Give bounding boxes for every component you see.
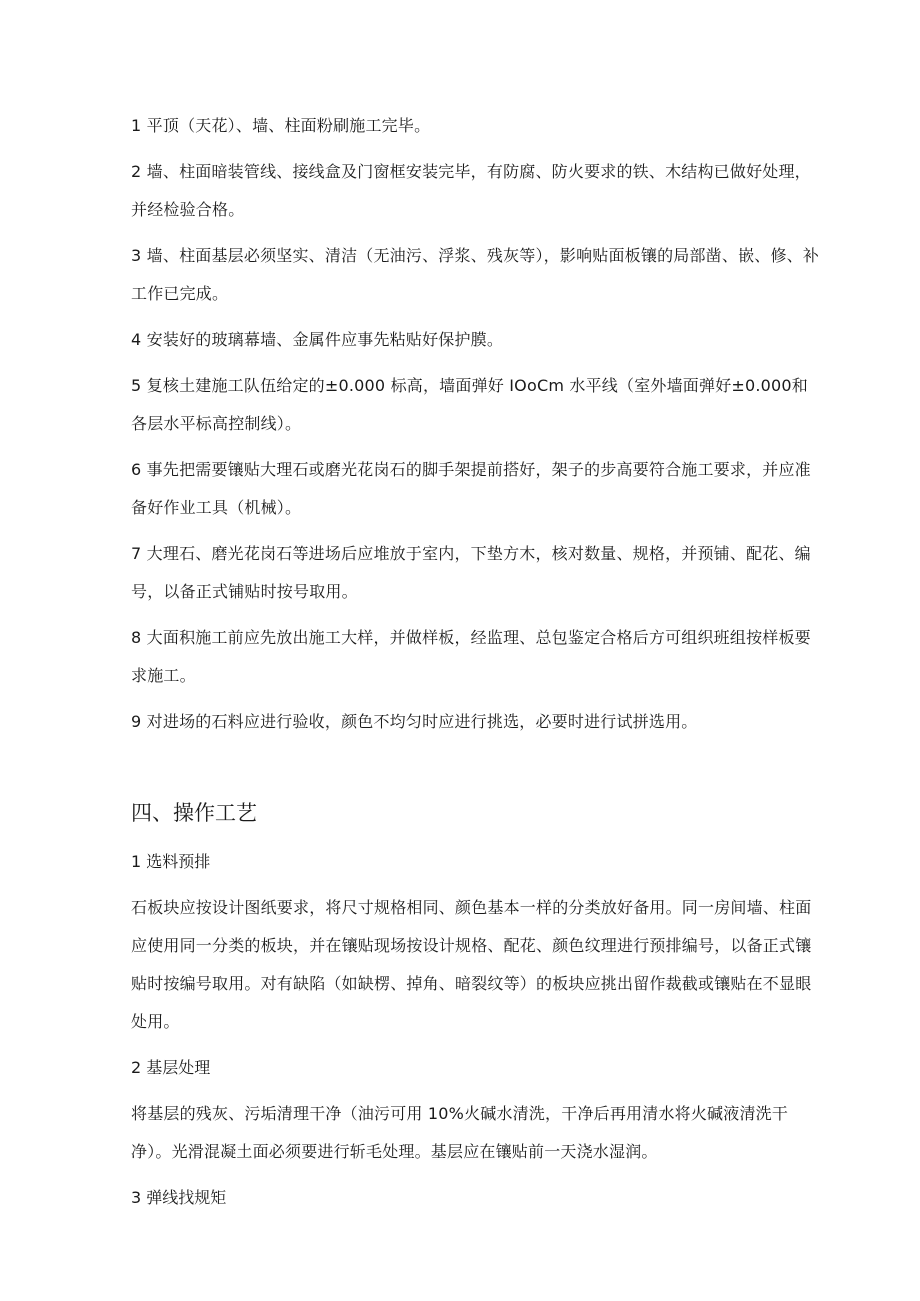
step-body-1: 石板块应按设计图纸要求，将尺寸规格相同、颜色基本一样的分类放好备用。同一房间墙、柱面应使用同一分类的板块，并在镶贴现场按设计规格、配花、颜色纹理进行预排编号，以备正式镶贴时按编号取用。对有缺陷（如缺楞、掉角、暗裂纹等）的板块应挑出留作裁截或镶贴在不显眼处用。: [131, 898, 812, 1031]
prerequisite-item-7: 7 大理石、磨光花岗石等进场后应堆放于室内，下垫方木，核对数量、规格，并预铺、配花、编号，以备正式铺贴时按号取用。: [131, 544, 811, 601]
prerequisite-item-5: 5 复核土建施工队伍给定的±0.000 标高，墙面弹好 IOoCm 水平线（室外墙面弹好±0.000和各层水平标高控制线）。: [131, 376, 809, 433]
prerequisite-item-8: 8 大面积施工前应先放出施工大样，并做样板，经监理、总包鉴定合格后方可组织班组按样板要求施工。: [131, 628, 811, 685]
prerequisite-item-2: 2 墙、柱面暗装管线、接线盒及门窗框安装完毕，有防腐、防火要求的铁、木结构已做好处理，并经检验合格。: [131, 162, 811, 219]
step-body-2: 将基层的残灰、污垢清理干净（油污可用 10%火碱水清洗，干净后再用清水将火碱液清洗干净）。光滑混凝土面必须要进行斩毛处理。基层应在镶贴前一天浇水湿润。: [131, 1104, 789, 1161]
step-heading-2: 2 基层处理: [131, 1058, 211, 1077]
section-title: 四、操作工艺: [131, 801, 257, 825]
prerequisite-item-4: 4 安装好的玻璃幕墙、金属件应事先粘贴好保护膜。: [131, 330, 504, 349]
prerequisite-item-1: 1 平顶（天花）、墙、柱面粉刷施工完毕。: [131, 116, 431, 135]
prerequisite-item-6: 6 事先把需要镶贴大理石或磨光花岗石的脚手架提前搭好，架子的步高要符合施工要求，并应准备好作业工具（机械）。: [131, 460, 811, 517]
step-heading-1: 1 选料预排: [131, 852, 211, 871]
prerequisite-item-9: 9 对进场的石料应进行验收，颜色不均匀时应进行挑选，必要时进行试拼选用。: [131, 712, 698, 731]
prerequisite-item-3: 3 墙、柱面基层必须坚实、清洁（无油污、浮浆、残灰等），影响贴面板镶的局部凿、嵌、修、补工作已完成。: [131, 246, 820, 303]
step-heading-3: 3 弹线找规矩: [131, 1188, 227, 1207]
